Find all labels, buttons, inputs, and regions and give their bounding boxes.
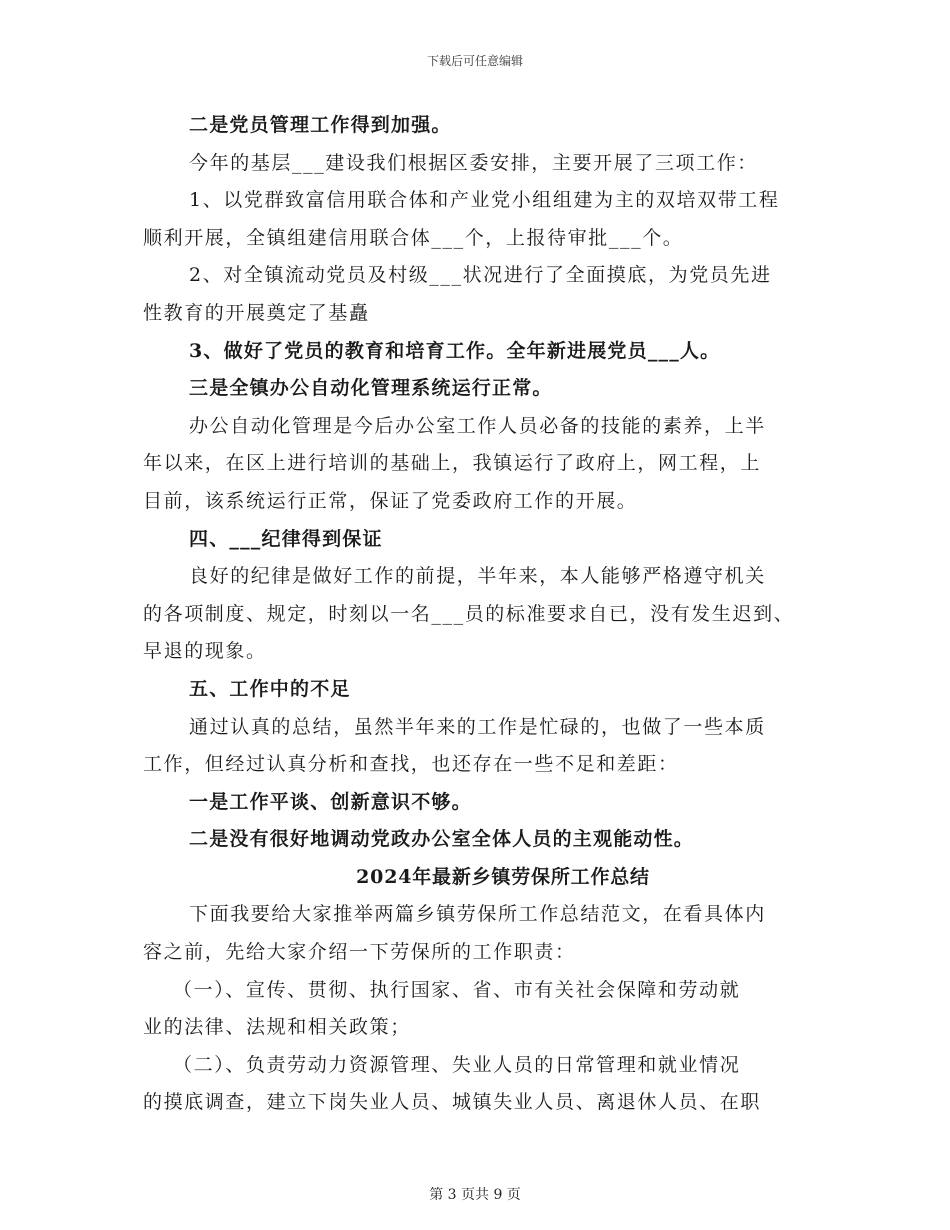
- text-line: 顺利开展，全镇组建信用联合体___个，上报待审批___个。: [143, 226, 684, 249]
- document-body: [143, 107, 823, 1122]
- text-line: 良好的纪律是做好工作的前提，半年来，本人能够严格遵守机关: [189, 565, 766, 588]
- text-line: 业的法律、法规和相关政策；: [143, 1016, 411, 1039]
- section-title: 2024年最新乡镇劳保所工作总结: [356, 865, 650, 888]
- text-line: 2、对全镇流动党员及村级___状况进行了全面摸底，为党员先进: [189, 264, 772, 287]
- text-line: 三是全镇办公自动化管理系统运行正常。: [189, 377, 553, 400]
- text-line: 1、以党群致富信用联合体和产业党小组组建为主的双培双带工程: [189, 189, 780, 212]
- text-line: 办公自动化管理是今后办公室工作人员必备的技能的素养，上半: [189, 414, 766, 437]
- text-line: 五、工作中的不足: [189, 677, 351, 700]
- text-line: 一是工作平谈、创新意识不够。: [189, 790, 472, 813]
- text-line: 二是没有很好地调动党政办公室全体人员的主观能动性。: [189, 828, 695, 851]
- text-line: （二）、负责劳动力资源管理、失业人员的日常管理和就业情况: [173, 1053, 741, 1076]
- text-line: 性教育的开展奠定了基矗: [143, 301, 370, 324]
- text-line: 年以来，在区上进行培训的基础上，我镇运行了政府上，网工程，上: [143, 452, 762, 475]
- text-line: 通过认真的总结，虽然半年来的工作是忙碌的，也做了一些本质: [189, 715, 766, 738]
- text-line: 工作，但经过认真分析和查找，也还存在一些不足和差距：: [143, 753, 679, 776]
- text-line: 3、做好了党员的教育和培育工作。全年新进展党员___人。: [189, 339, 721, 362]
- text-line: 四、___纪律得到保证: [189, 527, 383, 550]
- text-line: 早退的现象。: [143, 640, 267, 663]
- text-line: 今年的基层___建设我们根据区委安排，主要开展了三项工作：: [189, 151, 758, 174]
- text-line: 的各项制度、规定，时刻以一名___员的标准要求自已，没有发生迟到、: [143, 602, 795, 625]
- text-line: 下面我要给大家推举两篇乡镇劳保所工作总结范文，在看具体内: [189, 903, 766, 926]
- text-line: （一）、宣传、贯彻、执行国家、省、市有关社会保障和劳动就: [173, 978, 741, 1001]
- page-footer-number: 第 3 页共 9 页: [429, 1187, 521, 1203]
- text-line: 目前，该系统运行正常，保证了党委政府工作的开展。: [143, 489, 638, 512]
- page-header-note: 下载后可任意编辑: [426, 54, 523, 68]
- text-line: 容之前，先给大家介绍一下劳保所的工作职责：: [143, 941, 576, 964]
- text-line: 二是党员管理工作得到加强。: [189, 114, 452, 136]
- text-line: 的摸底调查，建立下岗失业人员、城镇失业人员、离退休人员、在职: [143, 1091, 762, 1114]
